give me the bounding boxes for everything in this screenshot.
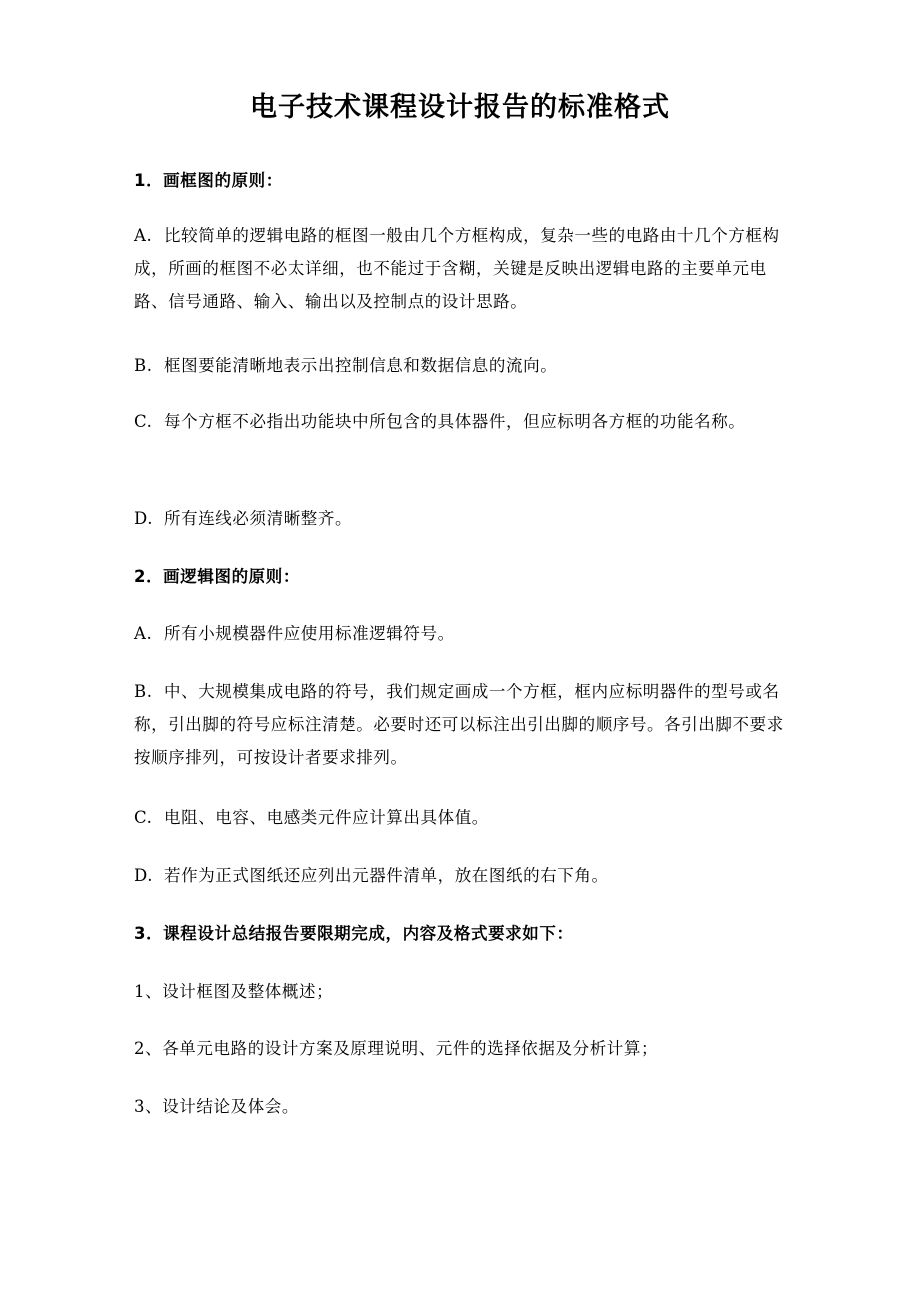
section-2-item-b bbox=[134, 675, 790, 774]
section-2-item-c bbox=[134, 801, 790, 834]
section-3-item-3 bbox=[134, 1090, 790, 1123]
section-1-item-c bbox=[134, 405, 790, 438]
item-text: 2、各单元电路的设计方案及原理说明、元件的选择依据及分析计算； bbox=[134, 1039, 659, 1058]
item-label: A. bbox=[134, 624, 153, 643]
item-text: 框图要能清晰地表示出控制信息和数据信息的流向。 bbox=[164, 356, 558, 375]
section-1-heading: 1．画框图的原则： bbox=[134, 171, 283, 190]
item-text: 所有小规模器件应使用标准逻辑符号。 bbox=[164, 624, 455, 643]
item-text: 比较简单的逻辑电路的框图一般由几个方框构成，复杂一些的电路由十几个方框构成，所画的框图不必太详细，也不能过于含糊，关键是反映出逻辑电路的主要单元电路、信号通路、输入、输出以及控制点的设计思路。 bbox=[134, 226, 780, 311]
document-title: 电子技术课程设计报告的标准格式 bbox=[250, 92, 670, 123]
item-text: 电阻、电容、电感类元件应计算出具体值。 bbox=[164, 808, 489, 827]
section-1-item-d bbox=[134, 502, 790, 535]
item-text: 中、大规模集成电路的符号，我们规定画成一个方框，框内应标明器件的型号或名称，引出脚的符号应标注清楚。必要时还可以标注出引出脚的顺序号。各引出脚不要求按顺序排列，可按设计者要求排列。 bbox=[134, 682, 784, 767]
item-label: A. bbox=[134, 226, 153, 245]
section-3-item-2 bbox=[134, 1032, 790, 1065]
item-text: 所有连线必须清晰整齐。 bbox=[164, 509, 353, 528]
item-text: 若作为正式图纸还应列出元器件清单，放在图纸的右下角。 bbox=[164, 866, 609, 885]
section-1-item-b bbox=[134, 349, 790, 382]
section-3-item-1 bbox=[134, 975, 790, 1008]
item-text: 每个方框不必指出功能块中所包含的具体器件，但应标明各方框的功能名称。 bbox=[164, 412, 746, 431]
item-text: 1、设计框图及整体概述； bbox=[134, 982, 334, 1001]
section-1-item-a bbox=[134, 219, 790, 318]
section-2-heading: 2．画逻辑图的原则： bbox=[134, 567, 300, 586]
item-label: B. bbox=[134, 682, 153, 701]
item-label: D. bbox=[134, 866, 154, 885]
section-2-item-a bbox=[134, 617, 790, 650]
item-label: B. bbox=[134, 356, 153, 375]
item-label: C. bbox=[134, 808, 153, 827]
section-3-heading: 3．课程设计总结报告要限期完成，内容及格式要求如下： bbox=[134, 924, 574, 943]
item-text: 3、设计结论及体会。 bbox=[134, 1097, 299, 1116]
section-2-item-d bbox=[134, 859, 790, 892]
item-label: D. bbox=[134, 509, 154, 528]
item-label: C. bbox=[134, 412, 153, 431]
